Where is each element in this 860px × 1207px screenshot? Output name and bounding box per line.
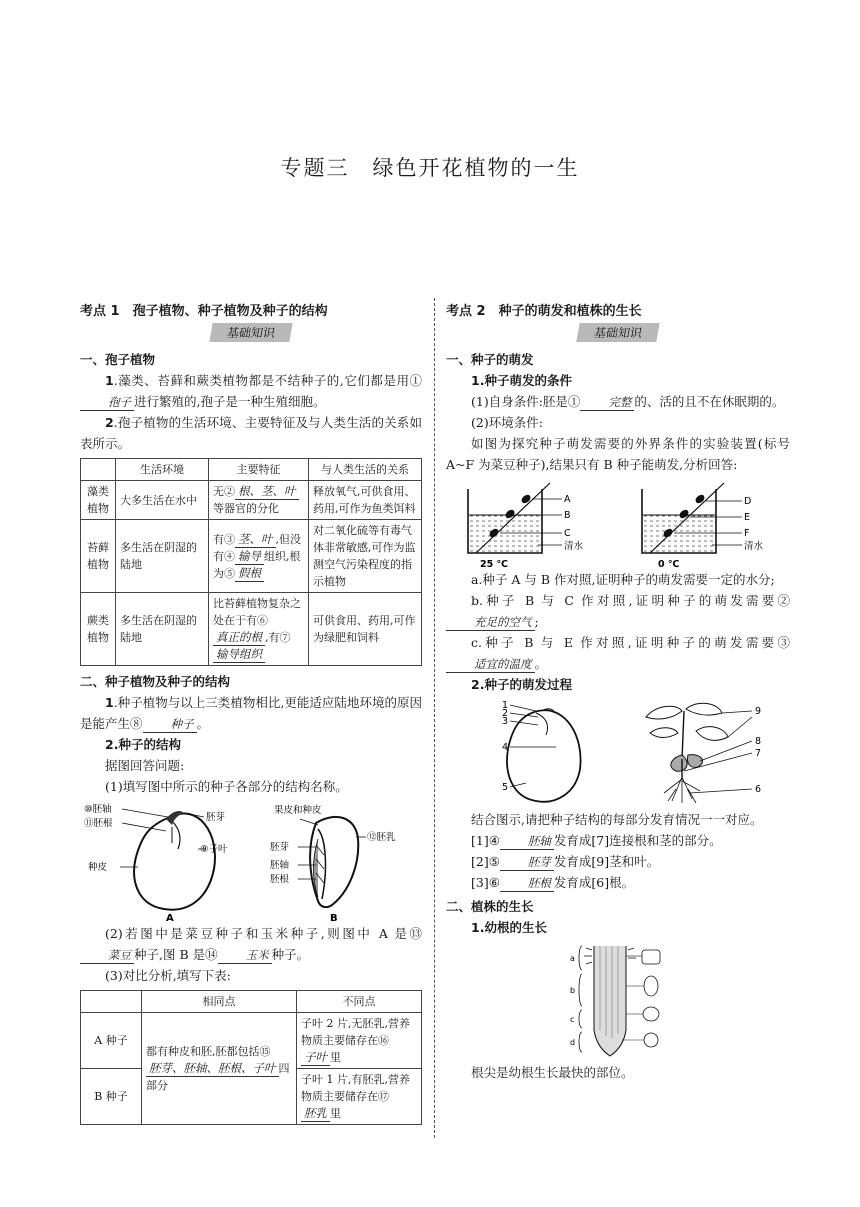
svg-text:9: 9	[755, 706, 762, 717]
paragraph-spore-1: 1.藻类、苔藓和蕨类植物都是不结种子的,它们都是用①孢子 进行繁殖的,孢子是一种生殖细胞。	[80, 370, 422, 412]
svg-text:2: 2	[502, 708, 509, 719]
svg-text:6: 6	[755, 784, 762, 795]
paragraph-match-2: [2]⑤ 胚芽 发育成[9]茎和叶。	[471, 854, 660, 869]
svg-text:C: C	[564, 528, 571, 539]
seedling-diagram	[646, 703, 761, 803]
svg-text:1: 1	[502, 700, 509, 711]
table-header: 主要特征	[209, 459, 309, 481]
caption-b: B	[330, 913, 338, 923]
answer-r4: 胚轴	[500, 834, 554, 850]
germination-process-figure	[446, 697, 790, 807]
answer-r3: 适宜的温度	[446, 657, 535, 673]
svg-text:a: a	[570, 954, 575, 963]
answer-14: 玉米	[218, 948, 272, 964]
answer-r1: 完整	[580, 395, 634, 411]
paragraph-environment: (2)环境条件:	[471, 415, 543, 430]
label-hypocotyl-b: 胚轴	[270, 860, 290, 871]
answer-r6: 胚根	[500, 876, 554, 892]
bean-seed-section	[502, 700, 581, 802]
table-header: 生活环境	[116, 459, 209, 481]
answer-1: 孢子	[80, 395, 134, 411]
temperature-label-0: 0 ℃	[658, 559, 680, 569]
svg-text:7: 7	[755, 748, 762, 759]
svg-text:5: 5	[502, 782, 509, 793]
svg-text:清水: 清水	[564, 541, 584, 552]
germination-experiment-figure	[446, 479, 790, 569]
paragraph-question-3: (3)对比分析,填写下表:	[105, 968, 231, 983]
paragraph-match-1: [1]④ 胚轴 发育成[7]连接根和茎的部分。	[471, 833, 722, 848]
table-row: 苔藓植物 多生活在阴湿的陆地 有③ 茎、叶 ,但没有④ 输导 组织,根为⑤ 假根 对二氧化硫等有毒气体非常敏感,可作为监测空气污染程度的指示植物	[81, 520, 422, 593]
answer-r2: 充足的空气	[446, 615, 535, 631]
heading-spore-plants: 一、孢子植物	[80, 352, 156, 367]
label-seed-coat-a: 种皮	[88, 862, 108, 873]
answer-4: 输导	[235, 549, 264, 565]
section-title-kaodian-2: 考点 2 种子的萌发和植株的生长	[446, 304, 642, 319]
svg-text:3: 3	[502, 716, 509, 727]
beaker-25c	[468, 483, 584, 569]
heading-germination-process: 2.种子的萌发过程	[471, 677, 572, 692]
right-column	[446, 300, 790, 1083]
table-header: 相同点	[142, 991, 297, 1013]
answer-2: 根、茎、叶	[235, 484, 299, 500]
svg-text:4: 4	[502, 742, 509, 753]
heading-root-growth: 1.幼根的生长	[471, 920, 547, 935]
answer-16: 子叶	[301, 1050, 330, 1066]
table-header	[81, 459, 116, 481]
corn-seed-diagram	[270, 804, 396, 923]
table-header	[81, 991, 142, 1013]
paragraph-match-3: [3]⑥ 胚根 发育成[6]根。	[471, 875, 635, 890]
spore-plants-table	[80, 458, 422, 666]
beaker-0c	[642, 483, 764, 569]
paragraph-internal-condition: (1)自身条件:胚是① 完整 的、活的且不在休眠期的。	[471, 394, 785, 409]
svg-text:A: A	[564, 494, 571, 505]
answer-17: 胚乳	[301, 1106, 330, 1122]
answer-5: 假根	[235, 566, 264, 582]
paragraph-experiment: 如图为探究种子萌发需要的外界条件的实验装置(标号 A~F 为菜豆种子),结果只有 B 种子能萌发,分析回答:	[446, 436, 790, 472]
paragraph-instruction: 据图回答问题:	[105, 758, 185, 773]
label-plumule-a: 胚芽	[206, 812, 226, 823]
svg-text:F: F	[744, 528, 750, 539]
paragraph-seed-1: 1.种子植物与以上三类植物相比,更能适应陆地环境的原因是能产生⑧ 种子 。	[80, 695, 422, 731]
table-row: A 种子 都有种皮和胚,胚都包括⑮胚芽、胚轴、胚根、子叶 四部分 子叶 2 片,无胚乳,营养物质主要储存在⑯子叶 里	[81, 1013, 422, 1069]
answer-15: 胚芽、胚轴、胚根、子叶	[146, 1061, 279, 1077]
svg-text:b: b	[570, 986, 576, 995]
heading-germination: 一、种子的萌发	[446, 352, 534, 367]
column-divider	[434, 298, 435, 1138]
paragraph-matching-intro: 结合图示,请把种子结构的每部分发育情况一一对应。	[471, 812, 763, 827]
svg-text:c: c	[570, 1015, 575, 1024]
paragraph-conclusion-b: b.种子 B 与 C 作对照,证明种子的萌发需要②充足的空气 ;	[446, 590, 790, 632]
bean-seed-diagram	[84, 803, 228, 923]
paragraph-question-1: (1)填写图中所示的种子各部分的结构名称。	[105, 779, 348, 794]
svg-text:B: B	[564, 510, 571, 521]
label-radicle-a: ⑪胚根	[84, 818, 113, 829]
label-plumule-b: 胚芽	[270, 842, 290, 853]
page-title: 专题三 绿色开花植物的一生	[280, 156, 580, 180]
answer-7: 输导组织	[213, 647, 265, 663]
table-header: 不同点	[297, 991, 422, 1013]
heading-seed-plants: 二、种子植物及种子的结构	[80, 674, 231, 689]
section-title-kaodian-1: 考点 1 孢子植物、种子植物及种子的结构	[80, 304, 328, 319]
table-header: 与人类生活的关系	[309, 459, 422, 481]
left-column	[80, 300, 422, 1131]
answer-8: 种子	[143, 717, 197, 733]
svg-text:E: E	[744, 512, 751, 523]
root-tip-diagram	[570, 946, 660, 1056]
answer-6: 真正的根	[213, 630, 265, 646]
heading-germination-conditions: 1.种子萌发的条件	[471, 373, 572, 388]
answer-3: 茎、叶	[235, 532, 276, 548]
heading-seed-structure: 2.种子的结构	[105, 737, 181, 752]
svg-text:清水: 清水	[744, 541, 764, 552]
heading-plant-growth: 二、植株的生长	[446, 899, 534, 914]
label-hypocotyl-a: ⑩胚轴	[84, 804, 112, 815]
paragraph-question-2: (2)若图中是菜豆种子和玉米种子,则图中 A 是⑬菜豆 种子,图 B 是⑭ 玉米 种子。	[80, 923, 422, 965]
basic-knowledge-badge: 基础知识	[209, 323, 292, 342]
caption-a: A	[166, 913, 174, 923]
svg-text:D: D	[744, 496, 752, 507]
label-radicle-b: 胚根	[270, 874, 290, 885]
paragraph-conclusion-c: c.种子 B 与 E 作对照,证明种子的萌发需要③适宜的温度 。	[446, 632, 790, 674]
paragraph-spore-2: 2.孢子植物的生活环境、主要特征及与人类生活的关系如表所示。	[80, 415, 422, 451]
seed-structure-figure	[80, 799, 422, 923]
table-row: B 种子 子叶 1 片,有胚乳,营养物质主要储存在⑰胚乳 里	[81, 1069, 422, 1125]
svg-text:8: 8	[755, 736, 762, 747]
root-tip-figure	[446, 940, 790, 1060]
table-row: 藻类植物 大多生活在水中 无② 根、茎、叶等器官的分化 释放氧气,可供食用、药用,可作为鱼类饵料	[81, 481, 422, 520]
label-cotyledon-a: ⑨子叶	[200, 844, 228, 855]
temperature-label-25: 25 ℃	[480, 559, 509, 569]
label-pericarp-b: 果皮和种皮	[274, 805, 322, 816]
answer-13: 菜豆	[80, 948, 134, 964]
paragraph-root-tip: 根尖是幼根生长最快的部位。	[471, 1065, 634, 1080]
paragraph-conclusion-a: a.种子 A 与 B 作对照,证明种子的萌发需要一定的水分;	[471, 572, 775, 587]
seed-comparison-table	[80, 990, 422, 1125]
label-endosperm-b: ⑫胚乳	[367, 832, 396, 843]
basic-knowledge-badge: 基础知识	[576, 323, 659, 342]
table-row: 蕨类植物 多生活在阴湿的陆地 比苔藓植物复杂之处在于有⑥真正的根 ,有⑦输导组织 可供食用、药用,可作为绿肥和饲料	[81, 593, 422, 666]
answer-r5: 胚芽	[500, 855, 554, 871]
svg-text:d: d	[570, 1038, 576, 1047]
